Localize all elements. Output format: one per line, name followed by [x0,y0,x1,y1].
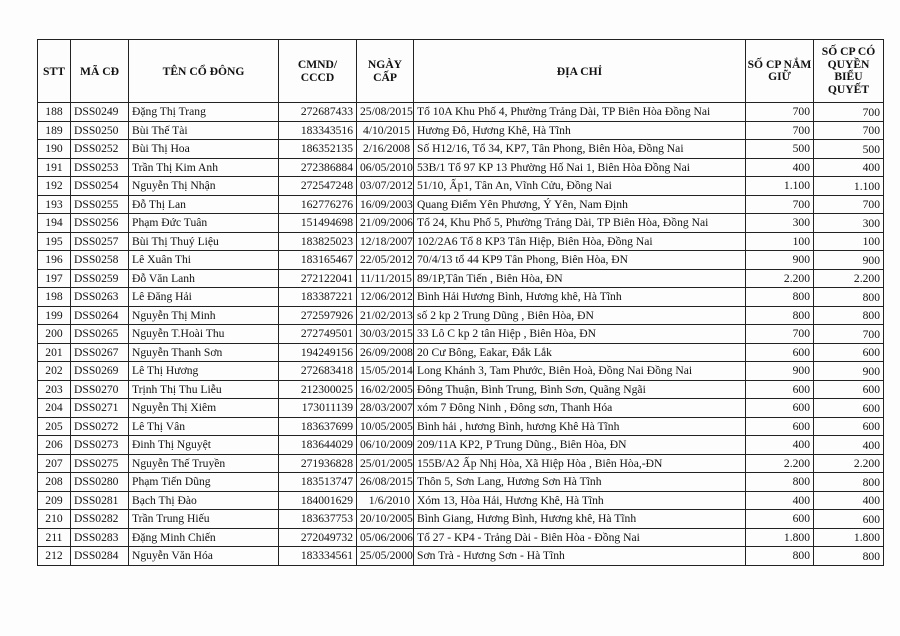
table-row [38,417,884,436]
cell-so-cp-bieu-quyet: 600 [814,417,884,436]
cell-ngay-cap: 26/09/2008 [357,343,414,362]
cell-so-cp: 700 [746,325,814,344]
cell-cmnd: 272049732 [279,528,357,547]
cell-ngay-cap: 25/05/2000 [357,547,414,566]
cell-so-cp: 300 [746,214,814,233]
cell-cmnd: 183825023 [279,232,357,251]
cell-so-cp-bieu-quyet: 500 [814,140,884,159]
cell-stt: 207 [38,454,71,473]
cell-so-cp: 800 [746,288,814,307]
table-row [38,436,884,455]
cell-cmnd: 186352135 [279,140,357,159]
cell-ten-co-dong: Lê Xuân Thi [129,251,279,270]
cell-cmnd: 194249156 [279,343,357,362]
cell-ngay-cap: 03/07/2012 [357,177,414,196]
cell-dia-chi: Tổ 10A Khu Phố 4, Phường Trảng Dài, TP Biên Hòa Đồng Nai [414,103,746,122]
cell-so-cp: 700 [746,195,814,214]
cell-cmnd: 272683418 [279,362,357,381]
cell-stt: 212 [38,547,71,566]
cell-ten-co-dong: Nguyễn Văn Hóa [129,547,279,566]
table-row [38,214,884,233]
cell-ngay-cap: 30/03/2015 [357,325,414,344]
cell-ngay-cap: 11/11/2015 [357,269,414,288]
cell-stt: 188 [38,103,71,122]
cell-ngay-cap: 15/05/2014 [357,362,414,381]
cell-so-cp-bieu-quyet: 1.100 [814,177,884,196]
cell-ma-cd: DSS0275 [71,454,129,473]
cell-dia-chi: Tổ 27 - KP4 - Trảng Dài - Biên Hòa - Đồng Nai [414,528,746,547]
cell-dia-chi: 209/11A KP2, P Trung Dũng., Biên Hòa, ĐN [414,436,746,455]
cell-ten-co-dong: Nguyễn Thị Nhận [129,177,279,196]
cell-ma-cd: DSS0284 [71,547,129,566]
cell-cmnd: 183343516 [279,121,357,140]
cell-so-cp: 800 [746,306,814,325]
cell-so-cp-bieu-quyet: 1.800 [814,528,884,547]
cell-cmnd: 183165467 [279,251,357,270]
cell-ten-co-dong: Bạch Thị Đào [129,491,279,510]
header-stt: STT [38,40,71,103]
cell-so-cp-bieu-quyet: 700 [814,121,884,140]
cell-ten-co-dong: Lê Đăng Hải [129,288,279,307]
cell-ma-cd: DSS0254 [71,177,129,196]
cell-dia-chi: Hương Đô, Hương Khê, Hà Tĩnh [414,121,746,140]
cell-so-cp-bieu-quyet: 800 [814,288,884,307]
cell-ten-co-dong: Nguyễn Thế Truyền [129,454,279,473]
cell-so-cp: 600 [746,399,814,418]
cell-so-cp-bieu-quyet: 600 [814,380,884,399]
cell-so-cp: 100 [746,232,814,251]
cell-dia-chi: 102/2A6 Tổ 8 KP3 Tân Hiệp, Biên Hòa, Đồng Nai [414,232,746,251]
cell-stt: 201 [38,343,71,362]
cell-ngay-cap: 16/02/2005 [357,380,414,399]
cell-dia-chi: Xóm 13, Hòa Hải, Hương Khê, Hà Tĩnh [414,491,746,510]
cell-stt: 194 [38,214,71,233]
cell-so-cp: 2.200 [746,269,814,288]
cell-stt: 200 [38,325,71,344]
cell-so-cp-bieu-quyet: 2.200 [814,454,884,473]
cell-ngay-cap: 2/16/2008 [357,140,414,159]
cell-ten-co-dong: Đỗ Thị Lan [129,195,279,214]
cell-ten-co-dong: Bùi Thị Hoa [129,140,279,159]
cell-so-cp: 1.800 [746,528,814,547]
table-row [38,177,884,196]
cell-ten-co-dong: Đỗ Văn Lanh [129,269,279,288]
cell-stt: 198 [38,288,71,307]
table-row [38,121,884,140]
cell-so-cp-bieu-quyet: 800 [814,473,884,492]
table-row [38,232,884,251]
cell-ten-co-dong: Trần Thị Kim Anh [129,158,279,177]
table-row [38,158,884,177]
cell-cmnd: 271936828 [279,454,357,473]
cell-ngay-cap: 25/01/2005 [357,454,414,473]
cell-dia-chi: 89/1P,Tân Tiến , Biên Hòa, ĐN [414,269,746,288]
cell-stt: 205 [38,417,71,436]
cell-ten-co-dong: Lê Thị Vân [129,417,279,436]
table-body [38,103,884,566]
cell-so-cp: 800 [746,473,814,492]
cell-cmnd: 183334561 [279,547,357,566]
cell-cmnd: 183637699 [279,417,357,436]
cell-so-cp-bieu-quyet: 900 [814,251,884,270]
cell-dia-chi: 51/10, Ấp1, Tân An, Vĩnh Cửu, Đồng Nai [414,177,746,196]
cell-ten-co-dong: Phạm Tiến Dũng [129,473,279,492]
cell-ten-co-dong: Đặng Thị Trang [129,103,279,122]
header-ngay-cap: NGÀY CẤP [357,40,414,103]
cell-cmnd: 162776276 [279,195,357,214]
cell-ten-co-dong: Nguyễn Thị Xiêm [129,399,279,418]
cell-dia-chi: 20 Cư Bông, Eakar, Đắk Lắk [414,343,746,362]
cell-ma-cd: DSS0250 [71,121,129,140]
cell-so-cp: 700 [746,103,814,122]
cell-stt: 199 [38,306,71,325]
cell-ngay-cap: 1/6/2010 [357,491,414,510]
table-row [38,140,884,159]
cell-cmnd: 183637753 [279,510,357,529]
shareholder-table [37,39,884,566]
cell-stt: 191 [38,158,71,177]
cell-stt: 190 [38,140,71,159]
cell-ten-co-dong: Lê Thị Hương [129,362,279,381]
cell-ma-cd: DSS0249 [71,103,129,122]
table-row [38,288,884,307]
cell-cmnd: 173011139 [279,399,357,418]
cell-so-cp: 700 [746,121,814,140]
cell-so-cp-bieu-quyet: 100 [814,232,884,251]
cell-stt: 196 [38,251,71,270]
table-row [38,306,884,325]
cell-ma-cd: DSS0282 [71,510,129,529]
table-row [38,547,884,566]
cell-dia-chi: 70/4/13 tổ 44 KP9 Tân Phong, Biên Hòa, ĐN [414,251,746,270]
cell-ngay-cap: 26/08/2015 [357,473,414,492]
cell-dia-chi: 155B/A2 Ấp Nhị Hòa, Xã Hiệp Hòa , Biên Hòa,-ĐN [414,454,746,473]
cell-cmnd: 272386884 [279,158,357,177]
cell-stt: 202 [38,362,71,381]
cell-stt: 195 [38,232,71,251]
table-row [38,343,884,362]
cell-so-cp-bieu-quyet: 400 [814,158,884,177]
cell-so-cp: 600 [746,343,814,362]
cell-so-cp-bieu-quyet: 700 [814,325,884,344]
cell-so-cp: 900 [746,251,814,270]
cell-ten-co-dong: Bùi Thế Tài [129,121,279,140]
header-row [38,40,884,103]
cell-ngay-cap: 12/18/2007 [357,232,414,251]
cell-ma-cd: DSS0273 [71,436,129,455]
cell-ten-co-dong: Bùi Thị Thuý Liệu [129,232,279,251]
cell-ngay-cap: 4/10/2015 [357,121,414,140]
cell-stt: 206 [38,436,71,455]
cell-stt: 203 [38,380,71,399]
table-row [38,380,884,399]
cell-ma-cd: DSS0280 [71,473,129,492]
cell-ma-cd: DSS0271 [71,399,129,418]
cell-stt: 189 [38,121,71,140]
cell-dia-chi: Bình Hải Hương Bình, Hương khê, Hà Tĩnh [414,288,746,307]
cell-stt: 197 [38,269,71,288]
cell-stt: 211 [38,528,71,547]
cell-ma-cd: DSS0269 [71,362,129,381]
cell-so-cp-bieu-quyet: 900 [814,362,884,381]
cell-dia-chi: Đông Thuận, Bình Trung, Bình Sơn, Quãng Ngãi [414,380,746,399]
cell-dia-chi: Tổ 24, Khu Phố 5, Phường Trảng Dài, TP Biên Hòa, Đồng Nai [414,214,746,233]
cell-cmnd: 272597926 [279,306,357,325]
table-row [38,325,884,344]
header-ma-cd: MÃ CĐ [71,40,129,103]
cell-cmnd: 212300025 [279,380,357,399]
cell-so-cp-bieu-quyet: 800 [814,306,884,325]
cell-so-cp-bieu-quyet: 700 [814,103,884,122]
cell-so-cp-bieu-quyet: 800 [814,547,884,566]
cell-ma-cd: DSS0267 [71,343,129,362]
cell-ten-co-dong: Trịnh Thị Thu Liễu [129,380,279,399]
cell-ma-cd: DSS0252 [71,140,129,159]
cell-so-cp-bieu-quyet: 600 [814,399,884,418]
cell-ngay-cap: 05/06/2006 [357,528,414,547]
cell-ma-cd: DSS0256 [71,214,129,233]
cell-so-cp-bieu-quyet: 400 [814,436,884,455]
cell-ma-cd: DSS0257 [71,232,129,251]
table-row [38,510,884,529]
cell-ten-co-dong: Đinh Thị Nguyệt [129,436,279,455]
cell-ma-cd: DSS0255 [71,195,129,214]
cell-cmnd: 183644029 [279,436,357,455]
cell-ten-co-dong: Trần Trung Hiếu [129,510,279,529]
cell-ngay-cap: 28/03/2007 [357,399,414,418]
cell-stt: 192 [38,177,71,196]
cell-ma-cd: DSS0265 [71,325,129,344]
table-row [38,362,884,381]
cell-ma-cd: DSS0272 [71,417,129,436]
cell-so-cp: 500 [746,140,814,159]
cell-so-cp: 1.100 [746,177,814,196]
cell-so-cp-bieu-quyet: 300 [814,214,884,233]
cell-ngay-cap: 25/08/2015 [357,103,414,122]
cell-cmnd: 272547248 [279,177,357,196]
cell-so-cp: 400 [746,158,814,177]
cell-ten-co-dong: Nguyễn Thanh Sơn [129,343,279,362]
cell-ten-co-dong: Nguyễn Thị Minh [129,306,279,325]
cell-ngay-cap: 12/06/2012 [357,288,414,307]
cell-ngay-cap: 10/05/2005 [357,417,414,436]
cell-so-cp-bieu-quyet: 600 [814,510,884,529]
cell-stt: 193 [38,195,71,214]
cell-dia-chi: Số H12/16, Tổ 34, KP7, Tân Phong, Biên Hòa, Đồng Nai [414,140,746,159]
cell-dia-chi: 33 Lô C kp 2 tân Hiệp , Biên Hòa, ĐN [414,325,746,344]
cell-ma-cd: DSS0259 [71,269,129,288]
cell-ten-co-dong: Nguyễn T.Hoài Thu [129,325,279,344]
cell-dia-chi: Thôn 5, Sơn Lang, Hương Sơn Hà Tĩnh [414,473,746,492]
cell-ma-cd: DSS0283 [71,528,129,547]
table-row [38,473,884,492]
table-row [38,491,884,510]
header-cmnd: CMND/ CCCD [279,40,357,103]
cell-cmnd: 184001629 [279,491,357,510]
cell-ngay-cap: 16/09/2003 [357,195,414,214]
table-row [38,528,884,547]
cell-so-cp-bieu-quyet: 2.200 [814,269,884,288]
cell-cmnd: 272122041 [279,269,357,288]
header-so-cp-bieu-quyet: SỐ CP CÓ QUYỀN BIỂU QUYẾT [814,40,884,103]
cell-ma-cd: DSS0258 [71,251,129,270]
cell-so-cp: 900 [746,362,814,381]
cell-ten-co-dong: Đặng Minh Chiến [129,528,279,547]
cell-so-cp: 400 [746,436,814,455]
header-ten-co-dong: TÊN CỔ ĐÔNG [129,40,279,103]
cell-cmnd: 183387221 [279,288,357,307]
cell-so-cp: 400 [746,491,814,510]
cell-ngay-cap: 06/10/2009 [357,436,414,455]
cell-dia-chi: Bình Giang, Hương Bình, Hương khê, Hà Tĩnh [414,510,746,529]
cell-dia-chi: 53B/1 Tổ 97 KP 13 Phường Hố Nai 1, Biên Hòa Đồng Nai [414,158,746,177]
cell-so-cp-bieu-quyet: 600 [814,343,884,362]
cell-so-cp: 2.200 [746,454,814,473]
cell-ngay-cap: 06/05/2010 [357,158,414,177]
cell-ngay-cap: 22/05/2012 [357,251,414,270]
cell-so-cp-bieu-quyet: 700 [814,195,884,214]
cell-dia-chi: Long Khánh 3, Tam Phước, Biên Hoà, Đồng Nai Đồng Nai [414,362,746,381]
cell-stt: 208 [38,473,71,492]
cell-so-cp: 600 [746,510,814,529]
cell-ngay-cap: 21/02/2013 [357,306,414,325]
header-dia-chi: ĐỊA CHỈ [414,40,746,103]
cell-ngay-cap: 20/10/2005 [357,510,414,529]
table-row [38,399,884,418]
cell-ngay-cap: 21/09/2006 [357,214,414,233]
cell-dia-chi: xóm 7 Đông Ninh , Đông sơn, Thanh Hóa [414,399,746,418]
cell-stt: 210 [38,510,71,529]
table-row [38,269,884,288]
cell-cmnd: 272749501 [279,325,357,344]
table-row [38,251,884,270]
cell-dia-chi: Sơn Trà - Hương Sơn - Hà Tĩnh [414,547,746,566]
cell-cmnd: 151494698 [279,214,357,233]
table-row [38,454,884,473]
header-so-cp: SỐ CP NẮM GIỮ [746,40,814,103]
cell-stt: 204 [38,399,71,418]
cell-ma-cd: DSS0263 [71,288,129,307]
cell-ten-co-dong: Phạm Đức Tuân [129,214,279,233]
cell-so-cp: 600 [746,380,814,399]
cell-stt: 209 [38,491,71,510]
cell-cmnd: 272687433 [279,103,357,122]
table-row [38,195,884,214]
cell-cmnd: 183513747 [279,473,357,492]
cell-ma-cd: DSS0264 [71,306,129,325]
cell-so-cp: 800 [746,547,814,566]
cell-dia-chi: Bình hải , hương Bình, hương Khê Hà Tĩnh [414,417,746,436]
table-row [38,103,884,122]
cell-so-cp: 600 [746,417,814,436]
cell-so-cp-bieu-quyet: 400 [814,491,884,510]
cell-ma-cd: DSS0253 [71,158,129,177]
cell-dia-chi: số 2 kp 2 Trung Dũng , Biên Hòa, ĐN [414,306,746,325]
cell-ma-cd: DSS0270 [71,380,129,399]
cell-dia-chi: Quang Điểm Yên Phương, Ý Yên, Nam Định [414,195,746,214]
cell-ma-cd: DSS0281 [71,491,129,510]
